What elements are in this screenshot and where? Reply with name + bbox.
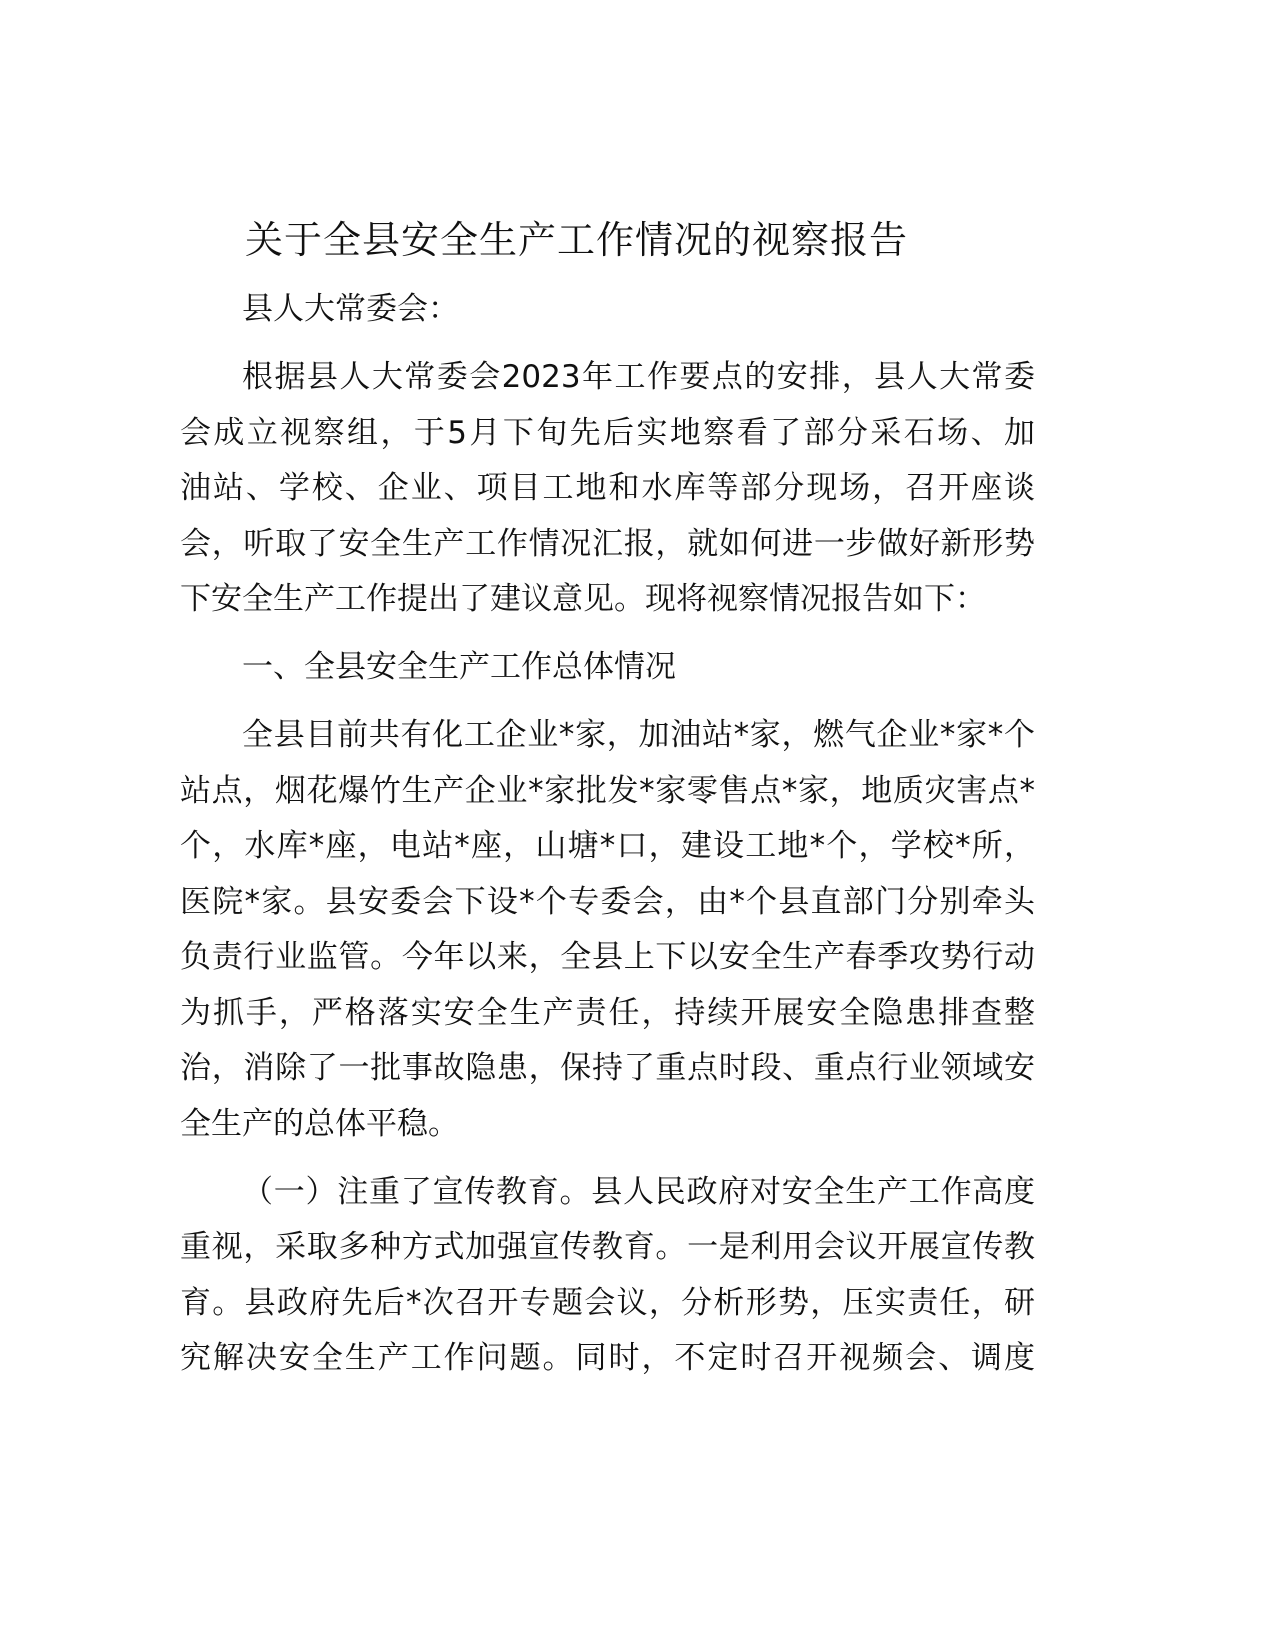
document-body xyxy=(180,282,1035,1399)
text-line: 全生产的总体平稳。 xyxy=(180,1105,459,1142)
text-line: 为抓手，严格落实安全生产责任，持续开展安全隐患排查整 xyxy=(180,994,1035,1031)
document-title: 关于全县安全生产工作情况的视察报告 xyxy=(244,218,908,262)
text-line: 全县目前共有化工企业*家，加油站*家，燃气企业*家*个 xyxy=(242,717,1035,753)
text-line: 一、全县安全生产工作总体情况 xyxy=(242,649,676,685)
text-line: 负责行业监管。今年以来，全县上下以安全生产春季攻势行动 xyxy=(180,939,1035,975)
paragraph xyxy=(180,640,1035,696)
text-line: 育。县政府先后*次召开专题会议，分析形势，压实责任，研 xyxy=(180,1284,1035,1321)
text-line: 根据县人大常委会2023年工作要点的安排，县人大常委 xyxy=(242,359,1035,395)
text-line: 下安全生产工作提出了建议意见。现将视察情况报告如下： xyxy=(180,581,986,617)
paragraph xyxy=(180,708,1035,1152)
text-line: 个，水库*座，电站*座，山塘*口，建设工地*个，学校*所， xyxy=(180,828,1035,864)
text-line: 县人大常委会： xyxy=(242,291,459,327)
text-line: 会，听取了安全生产工作情况汇报，就如何进一步做好新形势 xyxy=(180,525,1035,562)
text-line: 治，消除了一批事故隐患，保持了重点时段、重点行业领域安 xyxy=(180,1050,1035,1086)
paragraph xyxy=(180,350,1035,628)
text-line: 会成立视察组，于5月下旬先后实地察看了部分采石场、加 xyxy=(180,414,1035,451)
text-line: 医院*家。县安委会下设*个专委会，由*个县直部门分别牵头 xyxy=(180,883,1035,920)
text-line: 站点，烟花爆竹生产企业*家批发*家零售点*家，地质灾害点* xyxy=(180,772,1035,809)
text-line: 重视，采取多种方式加强宣传教育。一是利用会议开展宣传教 xyxy=(180,1229,1035,1265)
paragraph xyxy=(180,282,1035,338)
text-line: 究解决安全生产工作问题。同时，不定时召开视频会、调度 xyxy=(180,1340,1035,1376)
text-line: 油站、学校、企业、项目工地和水库等部分现场，召开座谈 xyxy=(180,470,1035,506)
text-line: （一）注重了宣传教育。县人民政府对安全生产工作高度 xyxy=(242,1173,1035,1210)
paragraph xyxy=(180,1165,1035,1387)
